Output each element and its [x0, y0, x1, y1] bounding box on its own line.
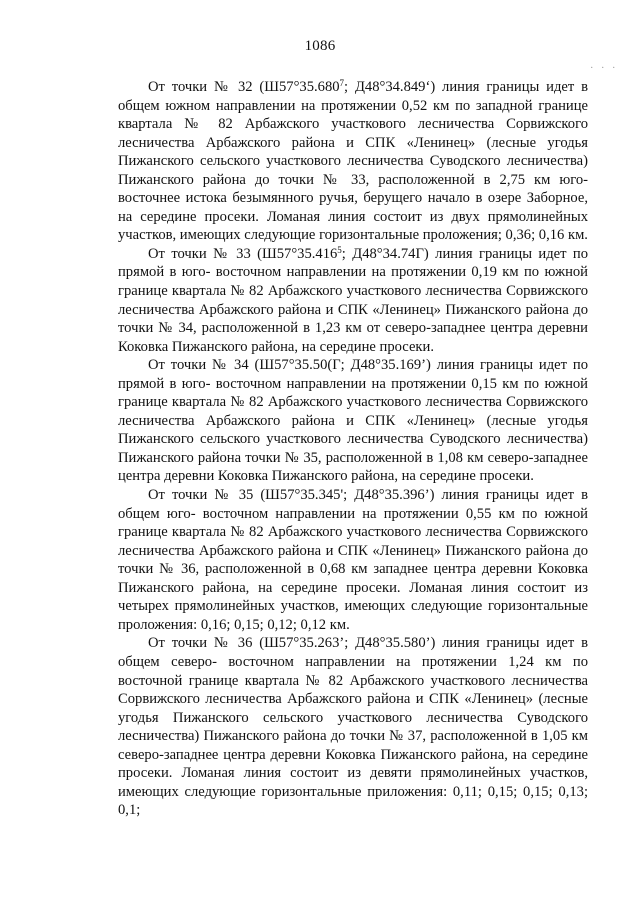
paragraph-text-start: От точки № 33 (Ш57°35.416	[148, 245, 338, 262]
superscript-mark: 7	[339, 78, 345, 88]
paragraph-text-rest: ; Д48°34.74Г) линия границы идет по прямой в юго- восточном направлении на протяжении 0,19 км по южной границе квартала № 82 Арбажского участкового лесничества Сорвижского лесничества Арбажского района и СПК «Ленинец» Пижанского района до точки № 34, расположенной в 1,23 км от северо-западнее центра деревни Коковка Пижанского района, на середине просеки.	[118, 245, 588, 355]
paragraph-text: От точки № 34 (Ш57°35.50(Г; Д48°35.169’) линия границы идет по прямой в юго- восточном направлении на протяжении 0,15 км по южной границе квартала № 82 Арбажского участкового лесничества Сорвижского лесничества Арбажского района и СПК «Ленинец» (лесные угодья Пижанского сельского участкового лесничества Суводского лесничества) Пижанского района точки № 35, расположенной в 1,08 км северо-западнее центра деревни Коковка Пижанского района, на середине просеки.	[118, 357, 588, 485]
superscript-mark: 5	[337, 244, 342, 255]
paragraph-text: От точки № 36 (Ш57°35.263’; Д48°35.580’) линия границы идет в общем северо- восточном направлении на протяжении 1,24 км по восточной границе квартала № 82 Арбажского участкового лесничества Сорвижского лесничества Арбажского района и СПК «Ленинец» (лесные угодья Пижанского сельского участкового лесничества Суводского лесничества) Пижанского района до точки № 37, расположенной в 1,05 км северо-западнее центра деревни Коковка Пижанского района, на середине просеки. Ломаная линия состоит из девяти прямолинейных участков, имеющих следующие горизонтальные приложения: 0,11; 0,15; 0,15; 0,13; 0,1;	[118, 635, 588, 819]
paragraph-point-33	[118, 245, 588, 356]
paragraph-point-32	[118, 78, 588, 245]
paragraph-text-rest: ; Д48°34.849‘) линия границы идет в общем южном направлении на протяжении 0,52 км по западной границе квартала № 82 Арбажского участкового лесничества Сорвижского лесничества Арбажского района и СПК «Ленинец» (лесные угодья Пижанского сельского участкового лесничества Суводского лесничества) Пижанского района до точки № 33, расположенной в 2,75 км юго-восточнее истока безымянного ручья, берущего начало в озере Заборное, на середине просеки. Ломаная линия состоит из двух прямолинейных участков, имеющих следующие горизонтальные проложения; 0,36; 0,16 км.	[118, 79, 588, 244]
scan-artifact-marks: . . .	[590, 60, 618, 71]
page-number: 1086	[304, 38, 336, 54]
paragraph-point-35	[118, 486, 588, 634]
paragraph-text-start: От точки № 32 (Ш57°35.680	[148, 79, 340, 95]
paragraph-text: От точки № 35 (Ш57°35.345'; Д48°35.396’) линия границы идет в общем юго- восточном направлении на протяжении 0,55 км по южной границе квартала № 82 Арбажского участкового лесничества Сорвижского лесничества Арбажского района и СПК «Ленинец» Пижанского района до точки № 36, расположенной в 0,68 км западнее центра деревни Коковка Пижанского района, на середине просеки. Ломаная линия состоит из четырех прямолинейных участков, имеющих следующие горизонтальные проложения: 0,16; 0,15; 0,12; 0,12 км.	[118, 487, 588, 633]
document-body	[118, 78, 588, 820]
paragraph-point-36	[118, 634, 588, 819]
paragraph-point-34	[118, 356, 588, 486]
